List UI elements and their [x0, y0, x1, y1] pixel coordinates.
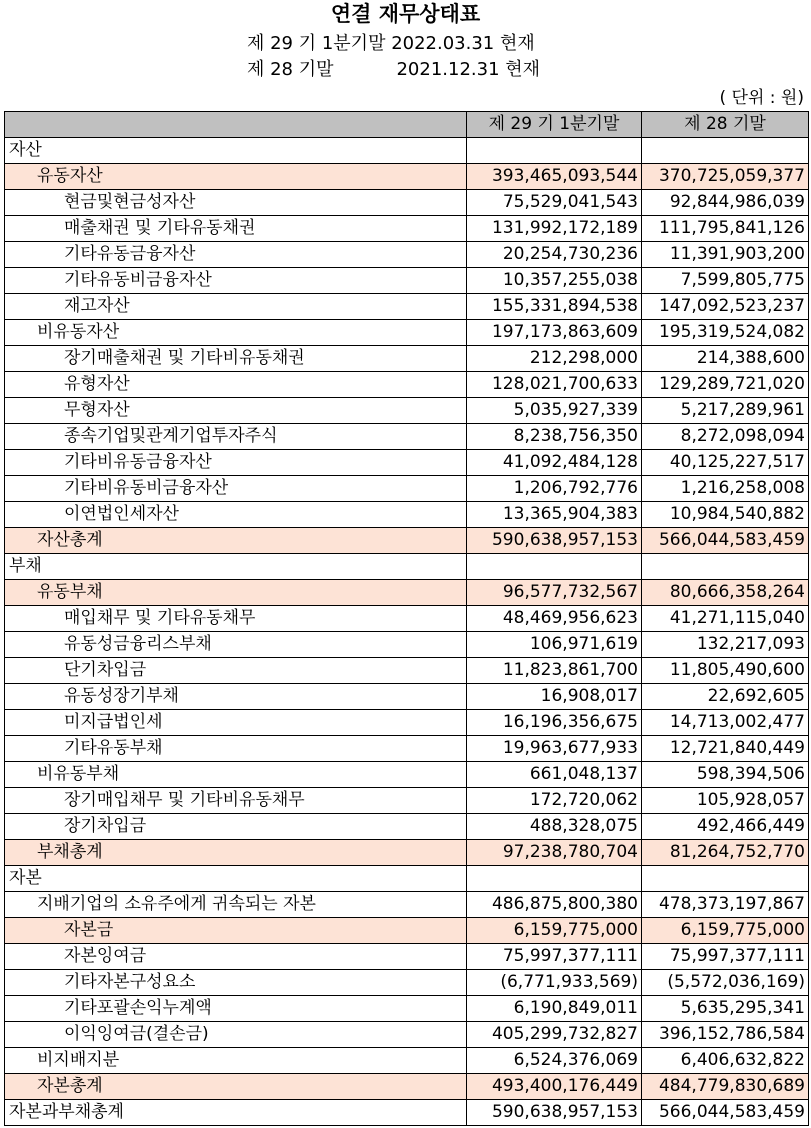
table-row	[5, 840, 809, 866]
period-prior-date: 2021.12.31 현재	[396, 59, 541, 80]
prior-period-value: 396,152,786,584	[642, 1022, 809, 1048]
account-name: 부채총계	[5, 840, 467, 866]
prior-period-value: 6,159,775,000	[642, 918, 809, 944]
account-name: 기타자본구성요소	[5, 970, 467, 996]
account-name: 무형자산	[5, 398, 467, 424]
prior-period-value: 566,044,583,459	[642, 1100, 809, 1126]
period-current-label: 제 29 기 1분기말	[247, 33, 386, 54]
account-name: 기타유동비금융자산	[5, 268, 467, 294]
current-period-value: 5,035,927,339	[467, 398, 642, 424]
header-prior-period: 제 28 기말	[642, 112, 809, 138]
table-row	[5, 632, 809, 658]
prior-period-value: 478,373,197,867	[642, 892, 809, 918]
prior-period-value: 5,635,295,341	[642, 996, 809, 1022]
prior-period-value: 129,289,721,020	[642, 372, 809, 398]
prior-period-value: 566,044,583,459	[642, 528, 809, 554]
prior-period-value: 81,264,752,770	[642, 840, 809, 866]
account-name: 기타비유동금융자산	[5, 450, 467, 476]
prior-period-value: 484,779,830,689	[642, 1074, 809, 1100]
table-row	[5, 866, 809, 892]
prior-period-value: 75,997,377,111	[642, 944, 809, 970]
table-row	[5, 294, 809, 320]
account-name: 장기매출채권 및 기타비유동채권	[5, 346, 467, 372]
current-period-value	[467, 554, 642, 580]
table-row	[5, 216, 809, 242]
current-period-value: 393,465,093,544	[467, 164, 642, 190]
period-prior	[247, 57, 540, 83]
account-name: 유동성장기부채	[5, 684, 467, 710]
table-row	[5, 346, 809, 372]
current-period-value: 13,365,904,383	[467, 502, 642, 528]
prior-period-value: 22,692,605	[642, 684, 809, 710]
table-row	[5, 788, 809, 814]
prior-period-value: 598,394,506	[642, 762, 809, 788]
table-body	[5, 138, 809, 1126]
header-account	[5, 112, 467, 138]
current-period-value: 128,021,700,633	[467, 372, 642, 398]
current-period-value: 493,400,176,449	[467, 1074, 642, 1100]
account-name: 기타유동금융자산	[5, 242, 467, 268]
table-row	[5, 320, 809, 346]
current-period-value: 590,638,957,153	[467, 528, 642, 554]
account-name: 미지급법인세	[5, 710, 467, 736]
account-name: 자산	[5, 138, 467, 164]
table-row	[5, 580, 809, 606]
current-period-value: 16,908,017	[467, 684, 642, 710]
table-row	[5, 710, 809, 736]
balance-sheet-table	[4, 111, 809, 1126]
current-period-value: 41,092,484,128	[467, 450, 642, 476]
table-row	[5, 1048, 809, 1074]
current-period-value: 48,469,956,623	[467, 606, 642, 632]
period-current	[247, 31, 535, 57]
prior-period-value: 105,928,057	[642, 788, 809, 814]
prior-period-value: 8,272,098,094	[642, 424, 809, 450]
prior-period-value: (5,572,036,169)	[642, 970, 809, 996]
table-row	[5, 606, 809, 632]
table-row	[5, 736, 809, 762]
account-name: 유동성금융리스부채	[5, 632, 467, 658]
prior-period-value: 5,217,289,961	[642, 398, 809, 424]
table-row	[5, 424, 809, 450]
table-row	[5, 138, 809, 164]
header-current-period: 제 29 기 1분기말	[467, 112, 642, 138]
prior-period-value: 147,092,523,237	[642, 294, 809, 320]
table-row	[5, 190, 809, 216]
current-period-value: 6,190,849,011	[467, 996, 642, 1022]
prior-period-value: 14,713,002,477	[642, 710, 809, 736]
prior-period-value: 214,388,600	[642, 346, 809, 372]
prior-period-value: 10,984,540,882	[642, 502, 809, 528]
prior-period-value: 492,466,449	[642, 814, 809, 840]
table-row	[5, 502, 809, 528]
prior-period-value: 1,216,258,008	[642, 476, 809, 502]
current-period-value: 20,254,730,236	[467, 242, 642, 268]
account-name: 자본총계	[5, 1074, 467, 1100]
table-row	[5, 372, 809, 398]
current-period-value: 75,997,377,111	[467, 944, 642, 970]
current-period-value: 6,159,775,000	[467, 918, 642, 944]
prior-period-value: 111,795,841,126	[642, 216, 809, 242]
prior-period-value: 6,406,632,822	[642, 1048, 809, 1074]
prior-period-value	[642, 138, 809, 164]
account-name: 자본잉여금	[5, 944, 467, 970]
current-period-value: 486,875,800,380	[467, 892, 642, 918]
account-name: 유동부채	[5, 580, 467, 606]
current-period-value: 1,206,792,776	[467, 476, 642, 502]
current-period-value: 6,524,376,069	[467, 1048, 642, 1074]
current-period-value: 96,577,732,567	[467, 580, 642, 606]
current-period-value: 197,173,863,609	[467, 320, 642, 346]
unit-label: ( 단위 : 원)	[719, 88, 804, 108]
account-name: 매입채무 및 기타유동채무	[5, 606, 467, 632]
current-period-value: 405,299,732,827	[467, 1022, 642, 1048]
account-name: 이익잉여금(결손금)	[5, 1022, 467, 1048]
prior-period-value: 195,319,524,082	[642, 320, 809, 346]
table-row	[5, 762, 809, 788]
current-period-value: 75,529,041,543	[467, 190, 642, 216]
prior-period-value: 41,271,115,040	[642, 606, 809, 632]
period-prior-label: 제 28 기말	[247, 59, 334, 80]
account-name: 단기차입금	[5, 658, 467, 684]
prior-period-value: 132,217,093	[642, 632, 809, 658]
prior-period-value: 7,599,805,775	[642, 268, 809, 294]
table-row	[5, 892, 809, 918]
table-row	[5, 1022, 809, 1048]
table-row	[5, 814, 809, 840]
table-row	[5, 996, 809, 1022]
current-period-value: 661,048,137	[467, 762, 642, 788]
prior-period-value: 92,844,986,039	[642, 190, 809, 216]
table-row	[5, 918, 809, 944]
table-row	[5, 970, 809, 996]
account-name: 자본금	[5, 918, 467, 944]
current-period-value: 97,238,780,704	[467, 840, 642, 866]
current-period-value: (6,771,933,569)	[467, 970, 642, 996]
table-row	[5, 658, 809, 684]
table-row	[5, 164, 809, 190]
prior-period-value	[642, 554, 809, 580]
account-name: 장기매입채무 및 기타비유동채무	[5, 788, 467, 814]
table-row	[5, 242, 809, 268]
account-name: 종속기업및관계기업투자주식	[5, 424, 467, 450]
account-name: 현금및현금성자산	[5, 190, 467, 216]
account-name: 유형자산	[5, 372, 467, 398]
table-row	[5, 1074, 809, 1100]
current-period-value: 106,971,619	[467, 632, 642, 658]
current-period-value	[467, 866, 642, 892]
prior-period-value: 370,725,059,377	[642, 164, 809, 190]
account-name: 매출채권 및 기타유동채권	[5, 216, 467, 242]
account-name: 유동자산	[5, 164, 467, 190]
current-period-value: 155,331,894,538	[467, 294, 642, 320]
account-name: 기타포괄손익누계액	[5, 996, 467, 1022]
table-row	[5, 684, 809, 710]
table-row	[5, 476, 809, 502]
table-row	[5, 398, 809, 424]
account-name: 장기차입금	[5, 814, 467, 840]
account-name: 이연법인세자산	[5, 502, 467, 528]
current-period-value: 10,357,255,038	[467, 268, 642, 294]
account-name: 비유동자산	[5, 320, 467, 346]
current-period-value: 212,298,000	[467, 346, 642, 372]
prior-period-value: 11,391,903,200	[642, 242, 809, 268]
current-period-value: 11,823,861,700	[467, 658, 642, 684]
current-period-value: 172,720,062	[467, 788, 642, 814]
table-header-row	[5, 112, 809, 138]
account-name: 자본과부채총계	[5, 1100, 467, 1126]
prior-period-value: 12,721,840,449	[642, 736, 809, 762]
prior-period-value: 80,666,358,264	[642, 580, 809, 606]
current-period-value: 8,238,756,350	[467, 424, 642, 450]
statement-title: 연결 재무상태표	[330, 2, 481, 26]
current-period-value: 131,992,172,189	[467, 216, 642, 242]
account-name: 기타비유동비금융자산	[5, 476, 467, 502]
account-name: 기타유동부채	[5, 736, 467, 762]
account-name: 비유동부채	[5, 762, 467, 788]
table-row	[5, 554, 809, 580]
account-name: 지배기업의 소유주에게 귀속되는 자본	[5, 892, 467, 918]
account-name: 비지배지분	[5, 1048, 467, 1074]
current-period-value: 16,196,356,675	[467, 710, 642, 736]
account-name: 자본	[5, 866, 467, 892]
table-row	[5, 268, 809, 294]
account-name: 재고자산	[5, 294, 467, 320]
account-name: 자산총계	[5, 528, 467, 554]
prior-period-value: 40,125,227,517	[642, 450, 809, 476]
table-row	[5, 450, 809, 476]
current-period-value: 19,963,677,933	[467, 736, 642, 762]
account-name: 부채	[5, 554, 467, 580]
prior-period-value: 11,805,490,600	[642, 658, 809, 684]
table-row	[5, 528, 809, 554]
current-period-value: 590,638,957,153	[467, 1100, 642, 1126]
table-row	[5, 1100, 809, 1126]
table-row	[5, 944, 809, 970]
prior-period-value	[642, 866, 809, 892]
current-period-value: 488,328,075	[467, 814, 642, 840]
current-period-value	[467, 138, 642, 164]
period-current-date: 2022.03.31 현재	[391, 33, 535, 54]
